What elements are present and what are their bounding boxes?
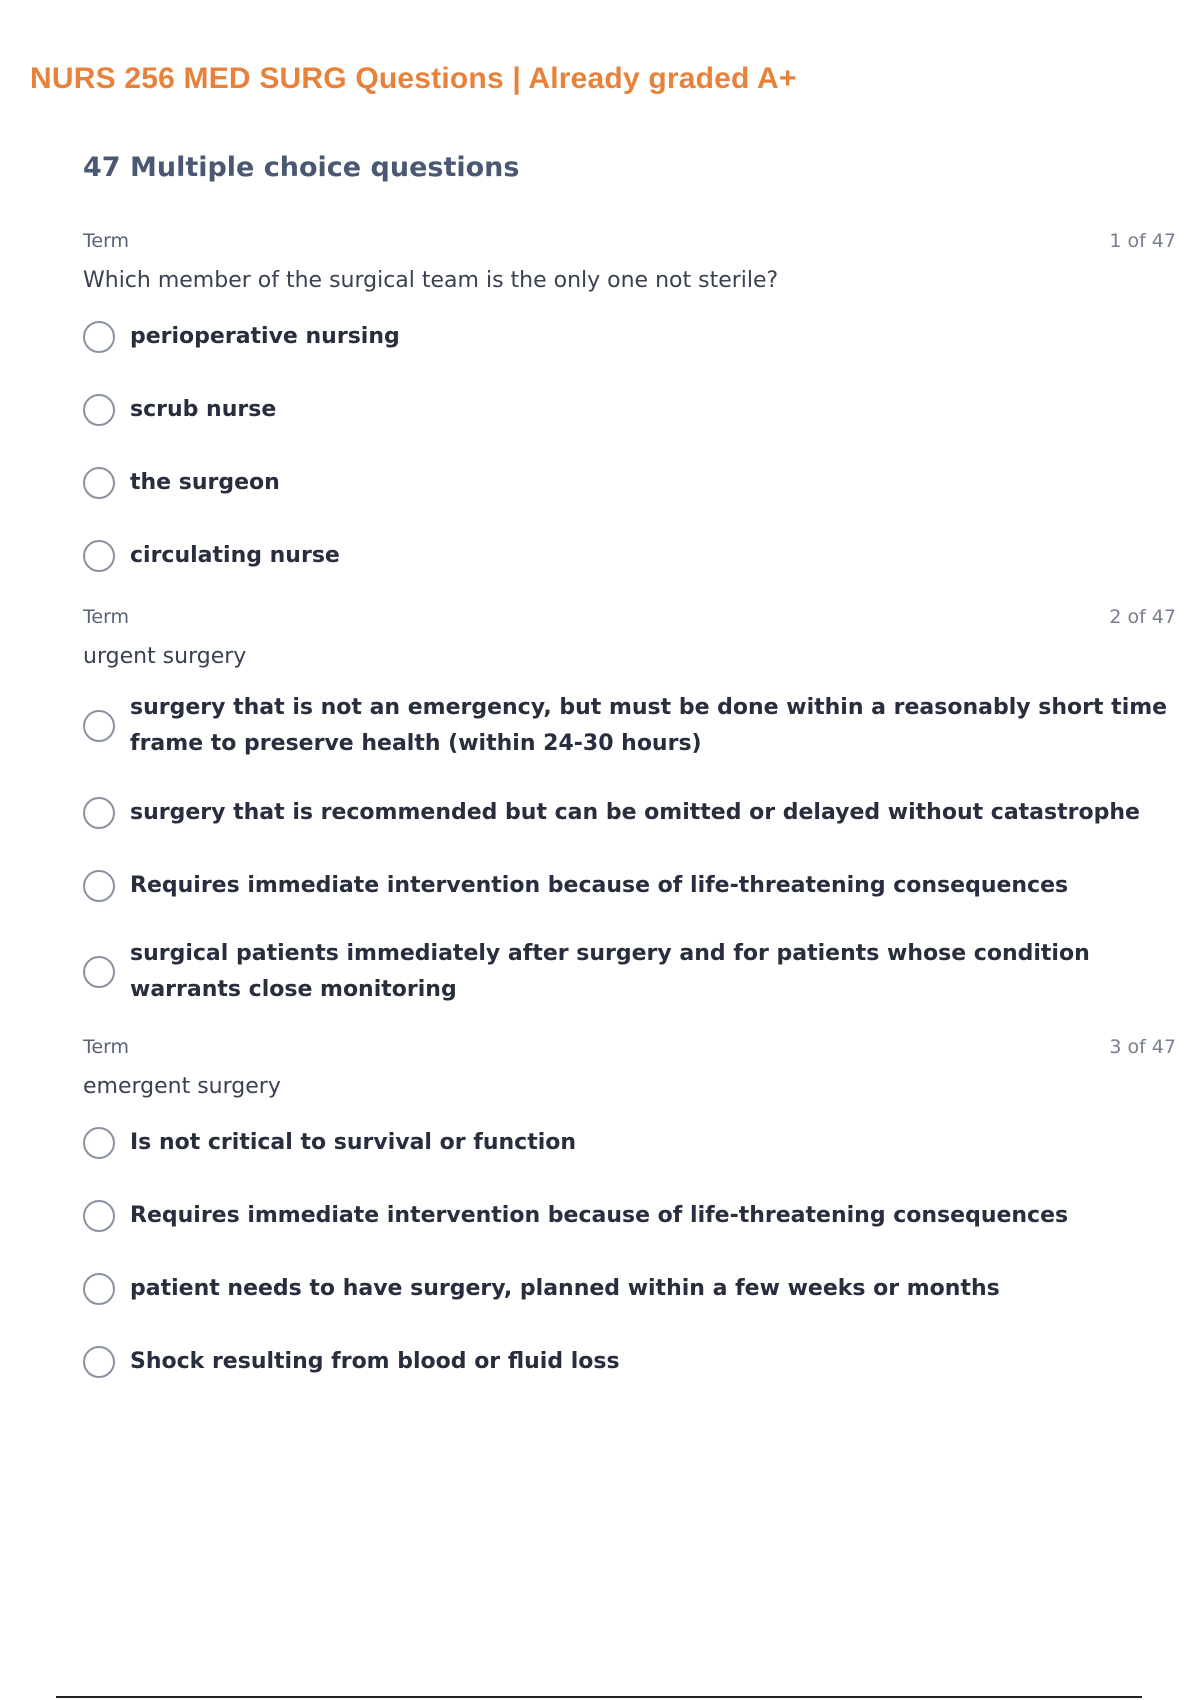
document-title: NURS 256 MED SURG Questions | Already graded A+ [30,62,797,95]
answer-options [83,314,1176,578]
answer-options [83,690,1176,1008]
answer-option-label: circulating nurse [130,542,340,568]
answer-option[interactable] [83,387,1176,432]
answer-option-label: surgery that is not an emergency, but must be done within a reasonably short time frame to preserve health (within 24-30 hours) [130,695,1168,756]
question-counter: 2 of 47 [1109,606,1176,628]
radio-button-icon[interactable] [83,797,115,829]
answer-option-label: Shock resulting from blood or fluid loss [130,1348,620,1374]
question-list [83,228,1176,1410]
radio-button-icon[interactable] [83,870,115,902]
answer-option[interactable] [83,1120,1176,1165]
answer-option-label: the surgeon [130,469,280,495]
answer-option[interactable] [83,863,1176,908]
radio-button-icon[interactable] [83,710,115,742]
term-label: Term [83,230,130,252]
question-header [83,228,1176,254]
radio-button-icon[interactable] [83,956,115,988]
answer-option[interactable] [83,690,1176,762]
section-title: 47 Multiple choice questions [83,152,520,183]
radio-button-icon[interactable] [83,1346,115,1378]
answer-option-label: Requires immediate intervention because of life-threatening consequences [130,1202,1069,1228]
answer-options [83,1120,1176,1384]
answer-option[interactable] [83,1193,1176,1238]
radio-button-icon[interactable] [83,1127,115,1159]
answer-option[interactable] [83,533,1176,578]
answer-option-label: surgical patients immediately after surgery and for patients whose condition warrants close monitoring [130,941,1090,1002]
question-1 [83,228,1176,578]
answer-option-label: perioperative nursing [130,323,400,349]
answer-option-label: patient needs to have surgery, planned within a few weeks or months [130,1275,1000,1301]
answer-option-label: Requires immediate intervention because of life-threatening consequences [130,872,1069,898]
radio-button-icon[interactable] [83,321,115,353]
question-counter: 1 of 47 [1109,230,1176,252]
term-label: Term [83,1036,130,1058]
answer-option-label: scrub nurse [130,396,277,422]
question-header [83,604,1176,630]
radio-button-icon[interactable] [83,1200,115,1232]
answer-option-label: Is not critical to survival or function [130,1129,577,1155]
question-prompt: emergent surgery [83,1074,281,1099]
question-prompt: urgent surgery [83,644,247,669]
answer-option[interactable] [83,1266,1176,1311]
answer-option-label: surgery that is recommended but can be omitted or delayed without catastrophe [130,799,1140,825]
question-prompt: Which member of the surgical team is the only one not sterile? [83,268,779,293]
radio-button-icon[interactable] [83,467,115,499]
radio-button-icon[interactable] [83,1273,115,1305]
answer-option[interactable] [83,314,1176,359]
answer-option[interactable] [83,460,1176,505]
answer-option[interactable] [83,936,1176,1008]
term-label: Term [83,606,130,628]
question-header [83,1034,1176,1060]
page-footer-divider [56,1696,1142,1698]
question-counter: 3 of 47 [1109,1036,1176,1058]
question-2 [83,604,1176,1008]
radio-button-icon[interactable] [83,540,115,572]
answer-option[interactable] [83,790,1176,835]
answer-option[interactable] [83,1339,1176,1384]
question-3 [83,1034,1176,1384]
radio-button-icon[interactable] [83,394,115,426]
